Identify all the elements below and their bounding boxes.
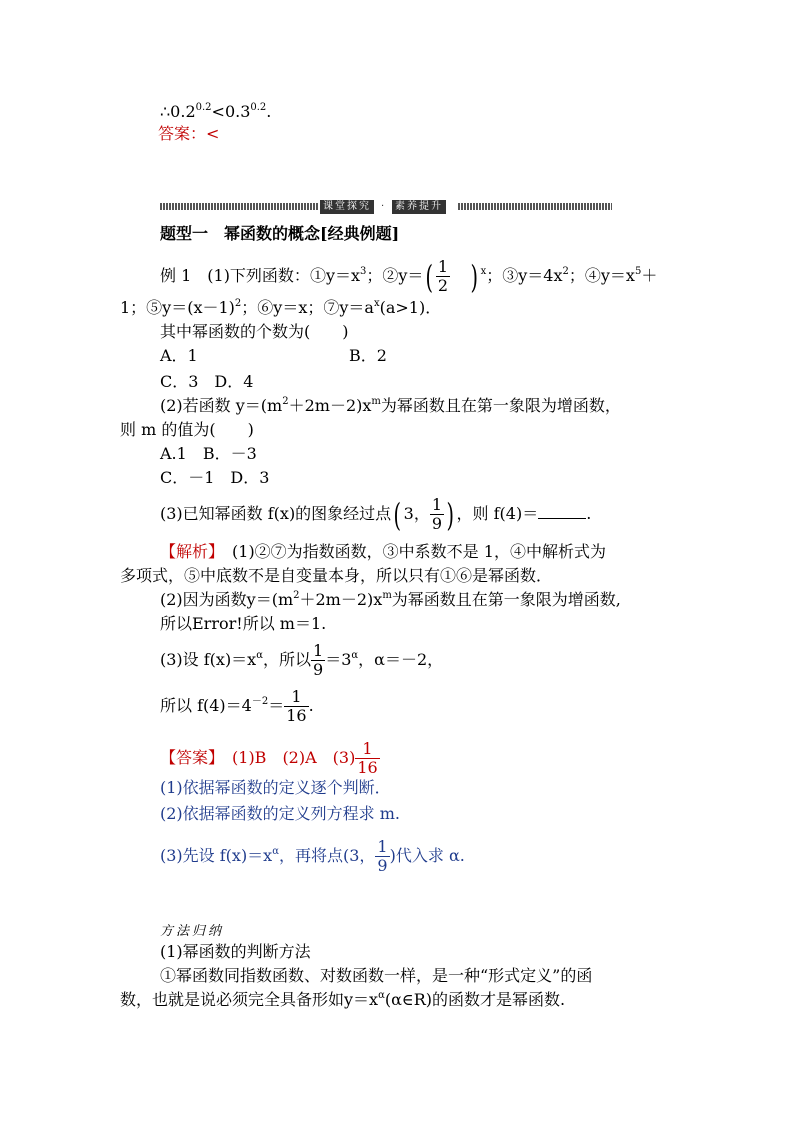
answer-blank [538, 504, 586, 519]
question-2-prompt-line2: 则 m 的值为( ) [120, 420, 254, 439]
previous-answer: 答案：< [158, 124, 220, 143]
analysis-para-3: (3)设 $f(x)=x^\alpha$，所以 $\frac{1}{9}$ $=3^\alpha$，α＝－2， [160, 641, 444, 679]
section-banner: 课堂探究 · 素养提升 [160, 200, 612, 214]
question-1-option-b: B．2 [349, 346, 387, 365]
example-line-2: 1；$⑤y=(x-1)^2$；⑥y＝x；$⑦y=a^x(a>1)$． [120, 298, 442, 317]
analysis-para-1: 【解析】 (1)②⑦为指数函数，③中系数不是 1，④中解析式为 [160, 542, 606, 561]
analysis-para-4: 所以 $f(4)=4^{-2}=$ $\frac{1}{16}$ . [160, 687, 314, 725]
hint-3: (3)先设 $f(x)=x^\alpha$，再将点(3， $\frac{1}{9}$ )代入求 α. [160, 837, 465, 875]
question-1-prompt: 其中幂函数的个数为( ) [160, 322, 349, 341]
question-1-options-cd: C．3 D．4 [160, 372, 254, 391]
analysis-para-2: (2)因为函数$y=(m^2+2m-2)x^m$为幂函数且在第一象限为增函数, [160, 590, 621, 609]
analysis-para-2-line2: 所以Error!所以 m＝1. [160, 614, 327, 633]
question-2-prompt: (2)若函数 $y=(m^2+2m-2)x^m$为幂函数且在第一象限为增函数， [160, 396, 621, 415]
method-text-line1: ①幂函数同指数函数、对数函数一样，是一种“形式定义”的函 [160, 966, 593, 985]
answer-label: 【答案】 [160, 748, 217, 767]
final-answer: 【答案】 (1)B (2)A (3) $\frac{1}{16}$ [160, 739, 378, 777]
question-1-option-a: A．1 [160, 346, 198, 365]
method-summary-tag: 方法归纳 [160, 924, 225, 939]
analysis-para-1-line2: 多项式，⑤中底数不是自变量本身，所以只有①⑥是幂函数． [120, 566, 553, 585]
method-text-line2: 数，也就是说必须完全具备形如$y=x^\alpha(\alpha\in R)$的函数才是幂函数. [120, 990, 566, 1009]
conclusion-inequality: $\therefore 0.2^{0.2}<0.3^{0.2}$. [160, 102, 272, 121]
example-line-1: 例 1 (1)下列函数：$①y=x^3$；②y＝( $\frac{1}{2}$ ) $^x$；$③y=4x^2$；$④y=x^5+$ [160, 257, 658, 296]
banner-right-label: 素养提升 [392, 200, 446, 214]
analysis-label: 【解析】 [160, 542, 217, 561]
method-heading: (1)幂函数的判断方法 [160, 942, 311, 961]
question-2-options-ab: A.1 B．－3 [160, 444, 257, 463]
hint-1: (1)依据幂函数的定义逐个判断． [160, 778, 391, 797]
hint-2: (2)依据幂函数的定义列方程求 m. [160, 804, 401, 823]
question-2-options-cd: C．－1 D．3 [160, 468, 270, 487]
question-3-prompt: (3)已知幂函数 f(x)的图象经过点( 3， $\frac{1}{9}$ ) ，则 f(4)＝ . [160, 495, 592, 534]
section-title: 题型一 幂函数的概念[经典例题] [160, 224, 400, 243]
banner-left-label: 课堂探究 [320, 200, 374, 214]
